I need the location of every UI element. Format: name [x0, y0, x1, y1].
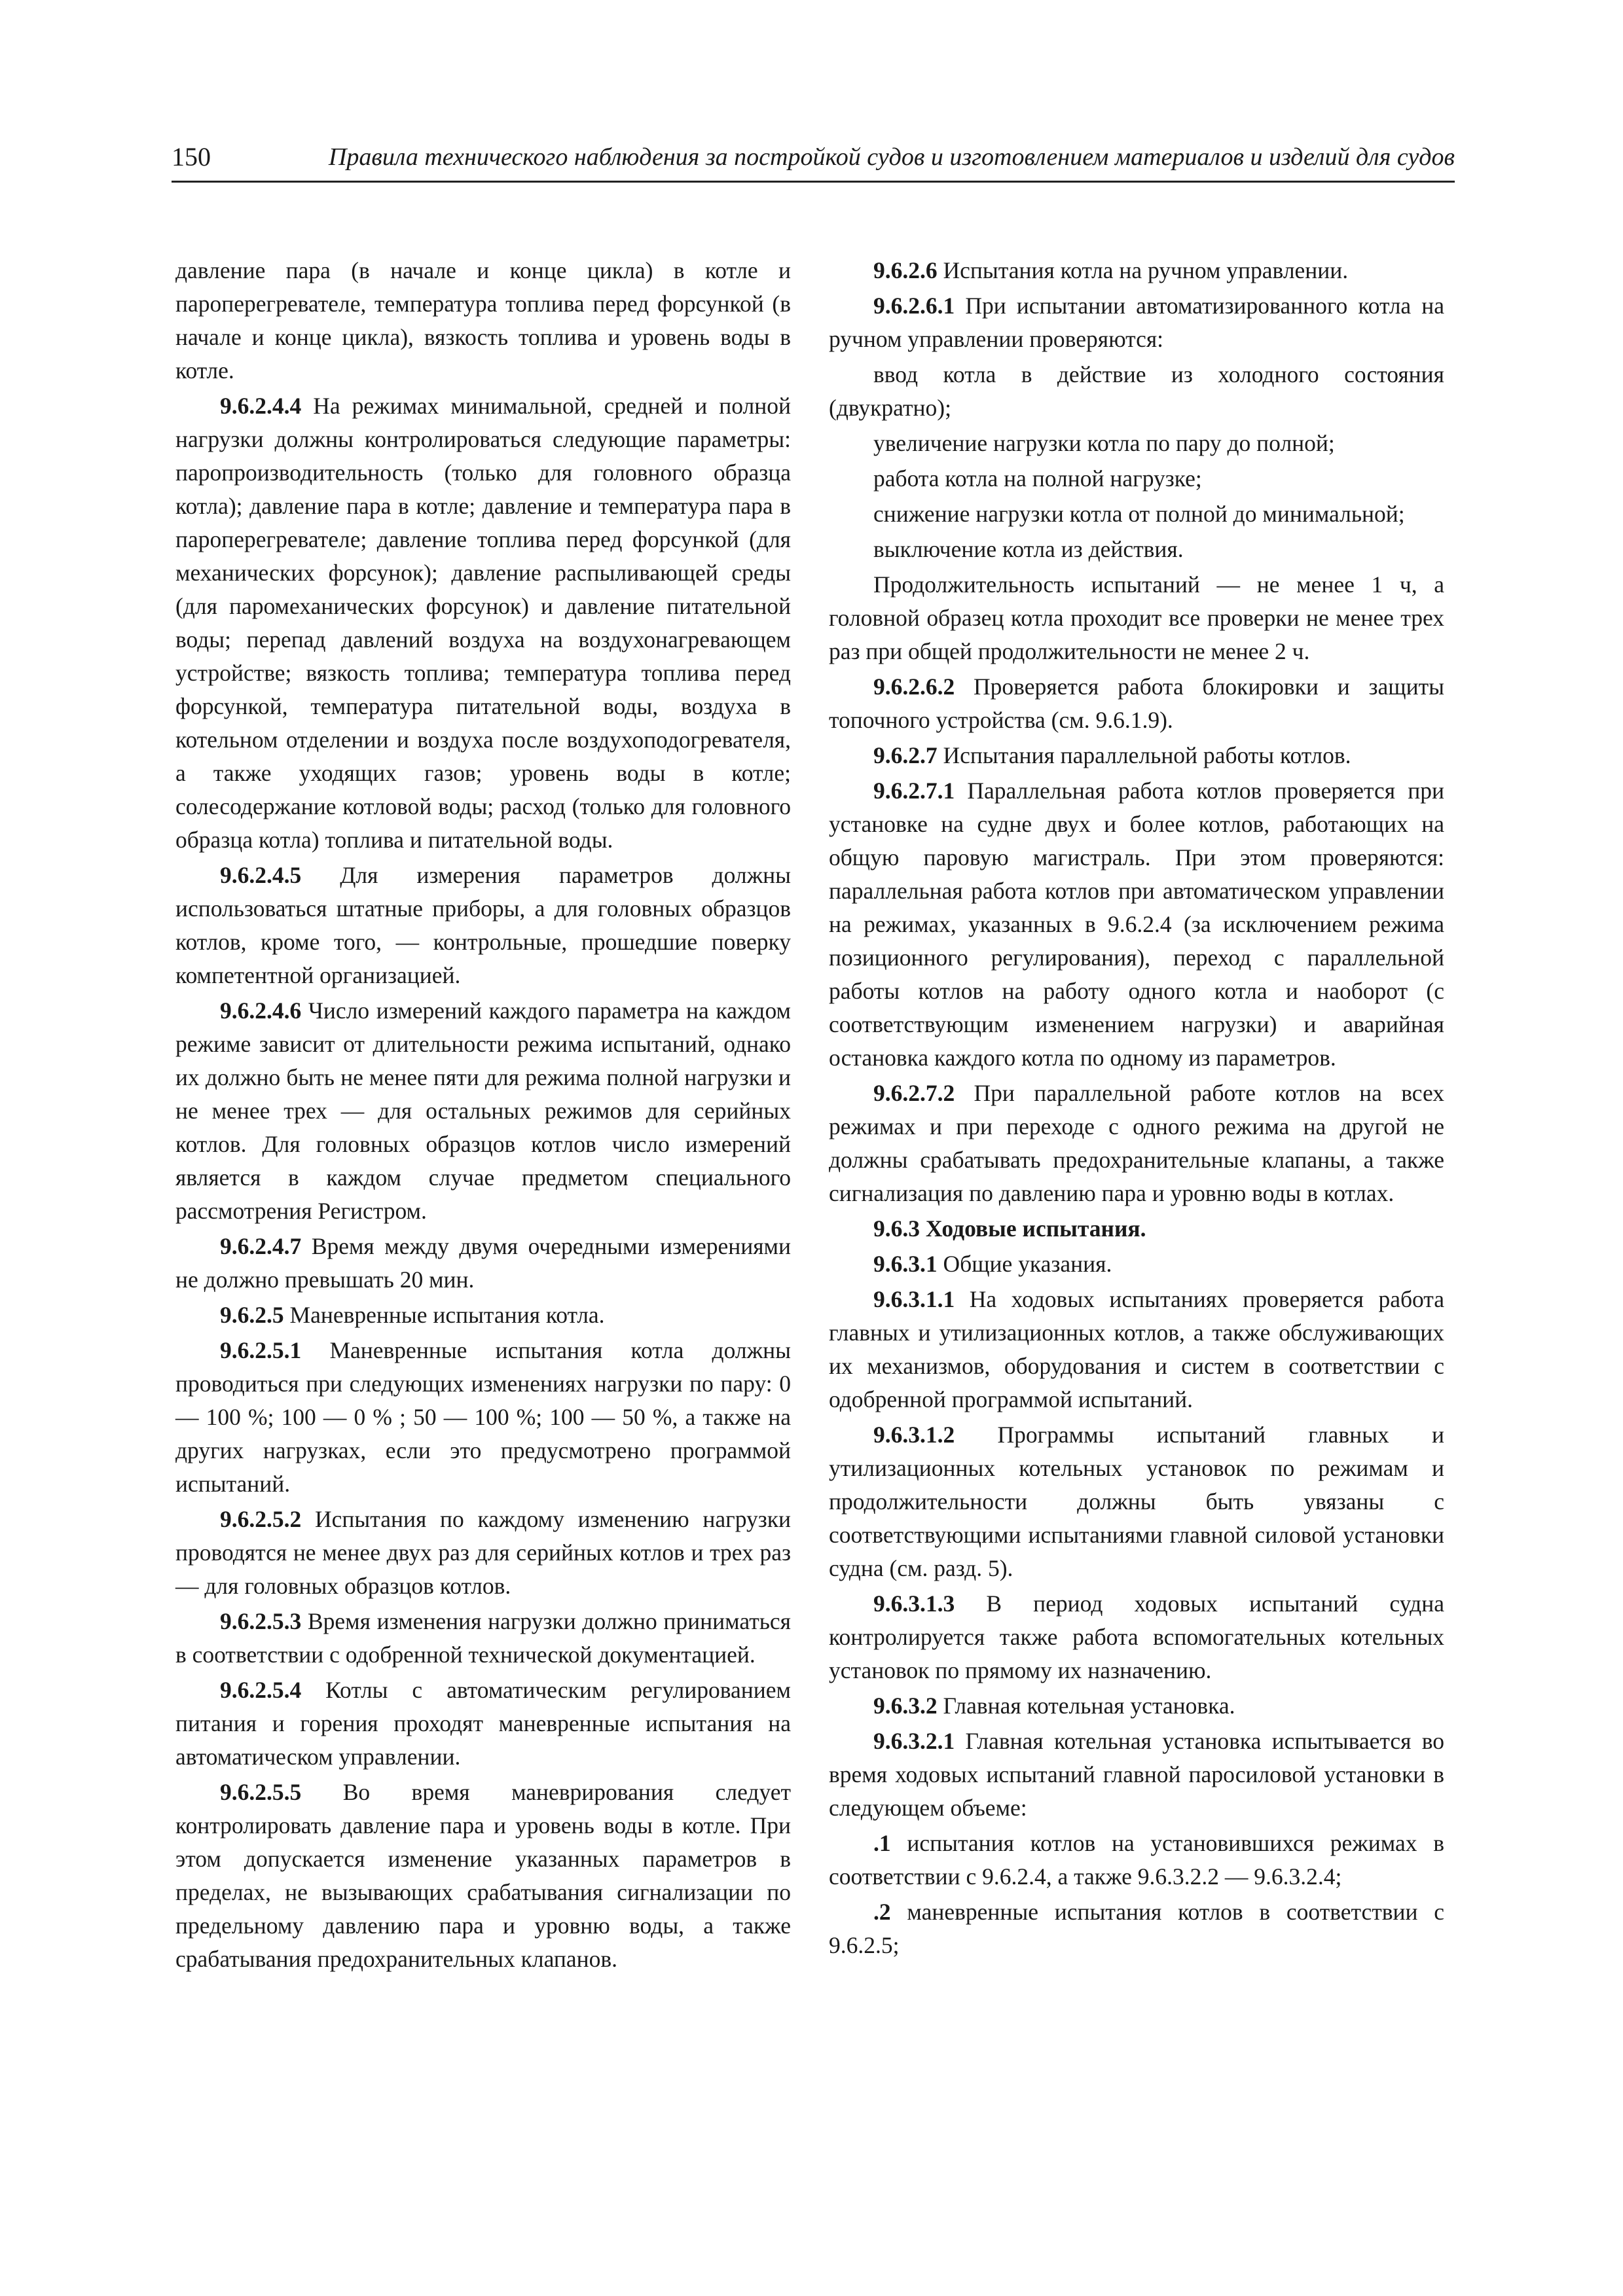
paragraph-text: Испытания параллельной работы котлов.: [937, 742, 1351, 768]
clause-number: 9.6.2.5.4: [220, 1677, 302, 1703]
clause-number: 9.6.3.1.2: [873, 1422, 955, 1448]
paragraph-text: Главная котельная установка испытывается во время ходовых испытаний главной паросиловой установки в следующем объеме:: [829, 1728, 1444, 1821]
paragraph: [829, 1895, 1444, 1962]
paragraph: [175, 994, 791, 1228]
clause-number: 9.6.3 Ходовые испытания.: [873, 1215, 1146, 1242]
paragraph-text: Проверяется работа блокировки и защиты топочного устройства (см. 9.6.1.9).: [829, 673, 1444, 733]
paragraph: [175, 1299, 791, 1332]
clause-number: 9.6.3.1: [873, 1251, 938, 1277]
paragraph: [175, 859, 791, 992]
clause-number: 9.6.3.1.3: [873, 1590, 955, 1617]
paragraph-text: На ходовых испытаниях проверяется работа главных и утилизационных котлов, а также обслуживающих их механизмов, оборудования и систем в соответствии с одобренной программой испытаний.: [829, 1286, 1444, 1412]
paragraph: [829, 774, 1444, 1075]
clause-number: 9.6.2.7: [873, 742, 938, 768]
clause-number: 9.6.2.5: [220, 1302, 284, 1328]
paragraph-text: Время между двумя очередными измерениями не должно превышать 20 мин.: [175, 1233, 791, 1293]
paragraph-text: Общие указания.: [937, 1251, 1112, 1277]
paragraph: [829, 1247, 1444, 1281]
clause-number: 9.6.3.1.1: [873, 1286, 955, 1312]
clause-number: 9.6.3.2.1: [873, 1728, 955, 1754]
paragraph: [829, 1283, 1444, 1416]
clause-number: 9.6.2.6.2: [873, 673, 955, 700]
paragraph: [829, 1212, 1444, 1246]
paragraph: [175, 389, 791, 857]
clause-number: 9.6.2.5.1: [220, 1337, 302, 1363]
paragraph: [175, 1334, 791, 1501]
clause-number: 9.6.2.4.6: [220, 997, 302, 1024]
clause-number: 9.6.2.6.1: [873, 293, 955, 319]
paragraph-text: Время изменения нагрузки должно приниматься в соответствии с одобренной технической документацией.: [175, 1608, 791, 1668]
paragraph-text: увеличение нагрузки котла по пару до полной;: [873, 430, 1335, 456]
paragraph: [829, 497, 1444, 531]
paragraph-text: Испытания котла на ручном управлении.: [937, 257, 1349, 283]
page-header: [172, 139, 1455, 183]
paragraph-text: снижение нагрузки котла от полной до минимальной;: [873, 501, 1405, 527]
paragraph: [829, 568, 1444, 668]
paragraph: [175, 1605, 791, 1672]
paragraph-text: При испытании автоматизированного котла на ручном управлении проверяются:: [829, 293, 1444, 352]
paragraph: [175, 1674, 791, 1774]
paragraph-text: При параллельной работе котлов на всех режимах и при переходе с одного режима на другой не должны срабатывать предохранительные клапаны, а также сигнализация по давлению пара и уровню воды в котлах.: [829, 1080, 1444, 1206]
paragraph: [829, 670, 1444, 737]
paragraph: [829, 1077, 1444, 1210]
clause-number: 9.6.2.5.3: [220, 1608, 302, 1634]
paragraph: [829, 1689, 1444, 1723]
paragraph-text: давление пара (в начале и конце цикла) в котле и пароперегревателе, температура топлива перед форсункой (в начале и конце цикла), вязкость топлива и уровень воды в котле.: [175, 257, 791, 384]
clause-number: .2: [873, 1899, 891, 1925]
page-number: 150: [172, 142, 211, 171]
paragraph-text: маневренные испытания котлов в соответствии с 9.6.2.5;: [829, 1899, 1444, 1958]
paragraph: [829, 462, 1444, 495]
paragraph-text: На режимах минимальной, средней и полной нагрузки должны контролироваться следующие параметры: паропроизводительность (только для головного образца котла); давление пара в котле; давление и температура пара в пароперегревателе; давление топлива перед форсункой (для механических форсунок); давление распыливающей среды (для паромеханических форсунок) и давление питательной воды; перепад давлений воздуха на воздухонагревающем устройстве; вязкость топлива; температура топлива перед форсункой, температура питательной воды, воздуха в котельном отделении и воздуха после воздухоподогревателя, а также уходящих газов; уровень воды в котле; солесодержание котловой воды; расход (только для головного образца котла) топлива и питательной воды.: [175, 393, 791, 853]
paragraph: [175, 1503, 791, 1603]
paragraph: [829, 739, 1444, 772]
left-column: [175, 254, 791, 1978]
paragraph-text: Главная котельная установка.: [937, 1693, 1235, 1719]
clause-number: 9.6.2.4.7: [220, 1233, 302, 1259]
paragraph: [829, 1725, 1444, 1825]
right-column: [829, 254, 1444, 1964]
paragraph-text: Маневренные испытания котла.: [283, 1302, 605, 1328]
paragraph: [829, 1418, 1444, 1585]
running-title: Правила технического наблюдения за постройкой судов и изготовлением материалов и изделий для судов: [328, 143, 1455, 171]
paragraph-text: Продолжительность испытаний — не менее 1 ч, а головной образец котла проходит все проверки не менее трех раз при общей продолжительности не менее 2 ч.: [829, 571, 1444, 664]
paragraph-text: Число измерений каждого параметра на каждом режиме зависит от длительности режима испытаний, однако их должно быть не менее пяти для режима полной нагрузки и не менее трех — для остальных режимов для серийных котлов. Для головных образцов котлов число измерений является в каждом случае предметом специального рассмотрения Регистром.: [175, 997, 791, 1224]
paragraph-text: В период ходовых испытаний судна контролируется также работа вспомогательных котельных установок по прямому их назначению.: [829, 1590, 1444, 1683]
paragraph: [829, 1587, 1444, 1687]
paragraph: [175, 254, 791, 387]
clause-number: 9.6.2.4.4: [220, 393, 302, 419]
paragraph-text: Параллельная работа котлов проверяется при установке на судне двух и более котлов, работающих на общую паровую магистраль. При этом проверяются: параллельная работа котлов при автоматическом управлении на режимах, указанных в 9.6.2.4 (за исключением режима позиционного регулирования), переход с параллельной работы котлов на работу одного котла и наоборот (с соответствующим изменением нагрузки) и аварийная остановка каждого котла по одному из параметров.: [829, 778, 1444, 1071]
paragraph: [829, 533, 1444, 566]
paragraph-text: Для измерения параметров должны использоваться штатные приборы, а для головных образцов котлов, кроме того, — контрольные, прошедшие поверку компетентной организацией.: [175, 862, 791, 988]
paragraph-text: Во время маневрирования следует контролировать давление пара и уровень воды в котле. При этом допускается изменение указанных параметров в пределах, не вызывающих срабатывания сигнализации по предельному давлению пара и уровню воды, а также срабатывания предохранительных клапанов.: [175, 1779, 791, 1972]
clause-number: 9.6.2.7.1: [873, 778, 955, 804]
paragraph-text: Котлы с автоматическим регулированием питания и горения проходят маневренные испытания на автоматическом управлении.: [175, 1677, 791, 1770]
clause-number: 9.6.2.5.5: [220, 1779, 302, 1805]
paragraph-text: Испытания по каждому изменению нагрузки проводятся не менее двух раз для серийных котлов и трех раз — для головных образцов котлов.: [175, 1506, 791, 1599]
paragraph: [829, 1827, 1444, 1893]
paragraph-text: испытания котлов на установившихся режимах в соответствии с 9.6.2.4, а также 9.6.3.2.2 — 9.6.3.2.4;: [829, 1830, 1444, 1890]
clause-number: 9.6.2.4.5: [220, 862, 302, 888]
clause-number: 9.6.2.6: [873, 257, 938, 283]
paragraph: [175, 1230, 791, 1297]
clause-number: 9.6.2.7.2: [873, 1080, 955, 1106]
clause-number: 9.6.3.2: [873, 1693, 938, 1719]
paragraph: [829, 289, 1444, 356]
paragraph: [829, 427, 1444, 460]
paragraph: [829, 254, 1444, 287]
clause-number: .1: [873, 1830, 891, 1856]
paragraph-text: Программы испытаний главных и утилизационных котельных установок по режимам и продолжительности должны быть увязаны с соответствующими испытаниями главной силовой установки судна (см. разд. 5).: [829, 1422, 1444, 1581]
paragraph-text: Маневренные испытания котла должны проводиться при следующих изменениях нагрузки по пару: 0 — 100 %; 100 — 0 % ; 50 — 100 %; 100 — 50 %, а также на других нагрузках, если это предусмотрено программой испытаний.: [175, 1337, 791, 1497]
paragraph: [175, 1776, 791, 1976]
paragraph: [829, 358, 1444, 425]
paragraph-text: работа котла на полной нагрузке;: [873, 465, 1202, 492]
clause-number: 9.6.2.5.2: [220, 1506, 302, 1532]
paragraph-text: выключение котла из действия.: [873, 536, 1184, 562]
paragraph-text: ввод котла в действие из холодного состояния (двукратно);: [829, 361, 1444, 421]
